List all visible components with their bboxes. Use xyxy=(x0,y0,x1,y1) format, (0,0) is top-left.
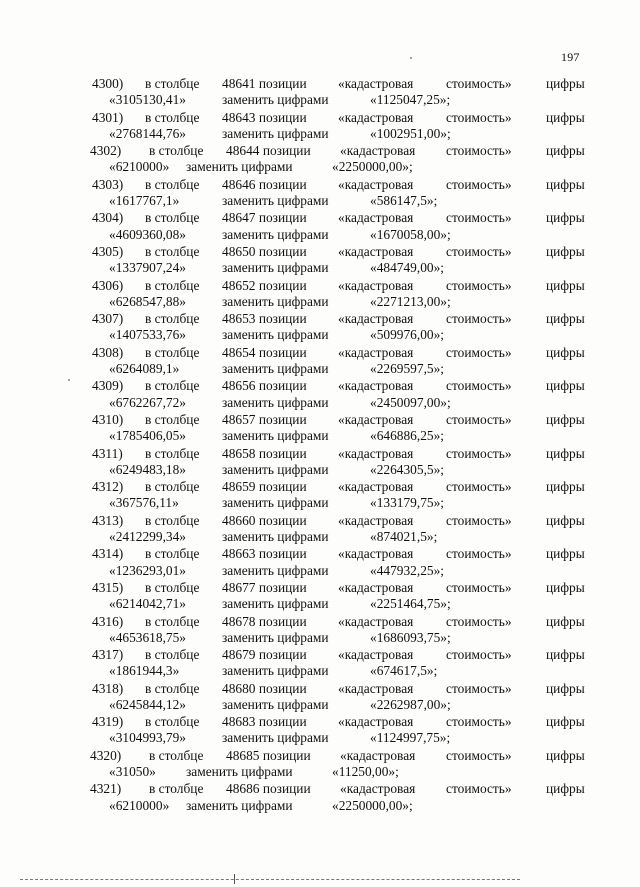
in-column-label: в столбце xyxy=(145,579,200,595)
new-value: «674617,5»; xyxy=(370,663,438,679)
position-number: 48643 позиции xyxy=(222,109,307,125)
entry-line-1 xyxy=(0,614,640,630)
digits-label: цифры xyxy=(546,411,585,427)
entry-number: 4316) xyxy=(92,613,124,629)
digits-label: цифры xyxy=(546,311,585,327)
replace-label: заменить цифрами xyxy=(186,764,293,780)
new-value: «2250000,00»; xyxy=(332,797,413,813)
replace-label: заменить цифрами xyxy=(222,495,329,511)
entry-number: 4310) xyxy=(92,411,124,427)
digits-label: цифры xyxy=(546,445,585,461)
amendment-list xyxy=(0,76,640,815)
digits-label: цифры xyxy=(546,479,585,495)
entry-line-1 xyxy=(0,446,640,462)
entry-number: 4301) xyxy=(92,109,124,125)
in-column-label: в столбце xyxy=(145,546,200,562)
in-column-label: в столбце xyxy=(149,143,204,159)
entry-line-1 xyxy=(0,681,640,697)
entry-line-2 xyxy=(0,798,640,814)
cadastral-label: «кадастровая xyxy=(338,714,414,730)
replace-label: заменить цифрами xyxy=(222,327,329,343)
cadastral-label: «кадастровая xyxy=(338,512,414,528)
digits-label: цифры xyxy=(546,210,585,226)
digits-label: цифры xyxy=(546,647,585,663)
replace-label: заменить цифрами xyxy=(222,562,329,578)
entry-line-1 xyxy=(0,76,640,92)
new-value: «484749,00»; xyxy=(370,260,445,276)
old-value: «3104993,79» xyxy=(109,730,186,746)
cost-label: стоимость» xyxy=(446,76,512,91)
new-value: «2262987,00»; xyxy=(370,696,451,712)
digits-label: цифры xyxy=(546,378,585,394)
new-value: «586147,5»; xyxy=(370,192,438,208)
new-value: «1002951,00»; xyxy=(370,125,451,141)
digits-label: цифры xyxy=(546,143,585,159)
cost-label: стоимость» xyxy=(446,781,512,797)
new-value: «1670058,00»; xyxy=(370,226,451,242)
cadastral-label: «кадастровая xyxy=(338,243,414,259)
new-value: «2269597,5»; xyxy=(370,360,445,376)
replace-label: заменить цифрами xyxy=(186,159,293,175)
amendment-entry xyxy=(0,714,640,748)
entry-number: 4302) xyxy=(90,143,122,159)
replace-label: заменить цифрами xyxy=(222,696,329,712)
new-value: «2251464,75»; xyxy=(370,596,451,612)
digits-label: цифры xyxy=(546,546,585,562)
entry-line-1 xyxy=(0,244,640,260)
entry-line-2 xyxy=(0,596,640,612)
position-number: 48677 позиции xyxy=(222,579,307,595)
cadastral-label: «кадастровая xyxy=(338,613,414,629)
cost-label: стоимость» xyxy=(446,344,512,360)
amendment-entry xyxy=(0,546,640,580)
amendment-entry xyxy=(0,513,640,547)
position-number: 48663 позиции xyxy=(222,546,307,562)
entry-line-1 xyxy=(0,647,640,663)
cadastral-label: «кадастровая xyxy=(340,747,416,763)
entry-line-2 xyxy=(0,260,640,276)
cadastral-label: «кадастровая xyxy=(338,647,414,663)
new-value: «2250000,00»; xyxy=(332,159,413,175)
amendment-entry xyxy=(0,378,640,412)
old-value: «1861944,3» xyxy=(109,663,180,679)
position-number: 48656 позиции xyxy=(222,378,307,394)
entry-line-2 xyxy=(0,126,640,142)
entry-line-1 xyxy=(0,546,640,562)
replace-label: заменить цифрами xyxy=(222,360,329,376)
amendment-entry xyxy=(0,580,640,614)
cost-label: стоимость» xyxy=(446,411,512,427)
amendment-entry xyxy=(0,412,640,446)
cost-label: стоимость» xyxy=(446,311,512,327)
digits-label: цифры xyxy=(546,109,585,125)
in-column-label: в столбце xyxy=(145,714,200,730)
entry-line-1 xyxy=(0,177,640,193)
replace-label: заменить цифрами xyxy=(222,192,329,208)
digits-label: цифры xyxy=(546,176,585,192)
position-number: 48686 позиции xyxy=(226,781,311,797)
cost-label: стоимость» xyxy=(446,445,512,461)
entry-line-2 xyxy=(0,327,640,343)
cost-label: стоимость» xyxy=(446,714,512,730)
cost-label: стоимость» xyxy=(446,613,512,629)
position-number: 48658 позиции xyxy=(222,445,307,461)
amendment-entry xyxy=(0,647,640,681)
position-number: 48652 позиции xyxy=(222,277,307,293)
replace-label: заменить цифрами xyxy=(222,663,329,679)
scan-speck xyxy=(410,57,412,59)
cadastral-label: «кадастровая xyxy=(338,176,414,192)
replace-label: заменить цифрами xyxy=(222,461,329,477)
replace-label: заменить цифрами xyxy=(222,428,329,444)
cadastral-label: «кадастровая xyxy=(338,311,414,327)
in-column-label: в столбце xyxy=(145,344,200,360)
position-number: 48685 позиции xyxy=(226,747,311,763)
entry-line-1 xyxy=(0,110,640,126)
new-value: «874021,5»; xyxy=(370,528,438,544)
entry-number: 4319) xyxy=(92,714,124,730)
entry-line-2 xyxy=(0,395,640,411)
entry-number: 4318) xyxy=(92,680,124,696)
entry-line-1 xyxy=(0,714,640,730)
position-number: 48659 позиции xyxy=(222,479,307,495)
page-number: 197 xyxy=(561,50,580,64)
replace-label: заменить цифрами xyxy=(222,528,329,544)
cadastral-label: «кадастровая xyxy=(338,579,414,595)
entry-number: 4315) xyxy=(92,579,124,595)
entry-line-2 xyxy=(0,193,640,209)
entry-line-2 xyxy=(0,294,640,310)
cost-label: стоимость» xyxy=(446,277,512,293)
old-value: «1407533,76» xyxy=(109,327,186,343)
old-value: «4653618,75» xyxy=(109,629,186,645)
position-number: 48647 позиции xyxy=(222,210,307,226)
digits-label: цифры xyxy=(546,579,585,595)
in-column-label: в столбце xyxy=(145,109,200,125)
entry-line-1 xyxy=(0,781,640,797)
cadastral-label: «кадастровая xyxy=(338,680,414,696)
old-value: «4609360,08» xyxy=(109,226,186,242)
cost-label: стоимость» xyxy=(446,512,512,528)
in-column-label: в столбце xyxy=(149,781,204,797)
amendment-entry xyxy=(0,311,640,345)
old-value: «31050» xyxy=(109,764,156,780)
cost-label: стоимость» xyxy=(446,143,512,159)
entry-number: 4304) xyxy=(92,210,124,226)
old-value: «6268547,88» xyxy=(109,293,186,309)
replace-label: заменить цифрами xyxy=(222,730,329,746)
amendment-entry xyxy=(0,177,640,211)
position-number: 48678 позиции xyxy=(222,613,307,629)
entry-number: 4307) xyxy=(92,311,124,327)
old-value: «2768144,76» xyxy=(109,125,186,141)
digits-label: цифры xyxy=(546,747,585,763)
old-value: «2412299,34» xyxy=(109,528,186,544)
entry-line-2 xyxy=(0,563,640,579)
position-number: 48657 позиции xyxy=(222,411,307,427)
old-value: «1785406,05» xyxy=(109,428,186,444)
replace-label: заменить цифрами xyxy=(222,125,329,141)
entry-line-1 xyxy=(0,210,640,226)
old-value: «6210000» xyxy=(109,797,170,813)
amendment-entry xyxy=(0,681,640,715)
new-value: «1124997,75»; xyxy=(370,730,451,746)
entry-line-1 xyxy=(0,345,640,361)
old-value: «6245844,12» xyxy=(109,696,186,712)
amendment-entry xyxy=(0,210,640,244)
entry-line-1 xyxy=(0,378,640,394)
cost-label: стоимость» xyxy=(446,210,512,226)
entry-number: 4314) xyxy=(92,546,124,562)
position-number: 48660 позиции xyxy=(222,512,307,528)
entry-number: 4313) xyxy=(92,512,124,528)
entry-number: 4312) xyxy=(92,479,124,495)
entry-number: 4306) xyxy=(92,277,124,293)
cost-label: стоимость» xyxy=(446,579,512,595)
replace-label: заменить цифрами xyxy=(222,260,329,276)
entry-number: 4311) xyxy=(92,445,123,461)
entry-line-1 xyxy=(0,748,640,764)
entry-line-2 xyxy=(0,361,640,377)
old-value: «367576,11» xyxy=(109,495,179,511)
scan-speck xyxy=(68,379,70,381)
entry-line-1 xyxy=(0,513,640,529)
entry-line-2 xyxy=(0,529,640,545)
entry-number: 4317) xyxy=(92,647,124,663)
old-value: «6762267,72» xyxy=(109,394,186,410)
entry-line-2 xyxy=(0,227,640,243)
cost-label: стоимость» xyxy=(446,546,512,562)
entry-line-2 xyxy=(0,92,640,108)
in-column-label: в столбце xyxy=(145,613,200,629)
cost-label: стоимость» xyxy=(446,479,512,495)
cadastral-label: «кадастровая xyxy=(338,479,414,495)
entry-line-2 xyxy=(0,697,640,713)
old-value: «6214042,71» xyxy=(109,596,186,612)
new-value: «2450097,00»; xyxy=(370,394,451,410)
position-number: 48650 позиции xyxy=(222,243,307,259)
new-value: «646886,25»; xyxy=(370,428,445,444)
old-value: «3105130,41» xyxy=(109,92,186,108)
replace-label: заменить цифрами xyxy=(222,394,329,410)
new-value: «133179,75»; xyxy=(370,495,445,511)
digits-label: цифры xyxy=(546,76,585,91)
new-value: «2264305,5»; xyxy=(370,461,445,477)
digits-label: цифры xyxy=(546,613,585,629)
in-column-label: в столбце xyxy=(145,512,200,528)
amendment-entry xyxy=(0,479,640,513)
entry-number: 4308) xyxy=(92,344,124,360)
entry-line-2 xyxy=(0,428,640,444)
position-number: 48641 позиции xyxy=(222,76,307,91)
entry-line-2 xyxy=(0,730,640,746)
entry-number: 4300) xyxy=(92,76,124,91)
entry-number: 4303) xyxy=(92,176,124,192)
cost-label: стоимость» xyxy=(446,647,512,663)
amendment-entry xyxy=(0,748,640,782)
cost-label: стоимость» xyxy=(446,378,512,394)
cadastral-label: «кадастровая xyxy=(340,781,416,797)
cost-label: стоимость» xyxy=(446,747,512,763)
in-column-label: в столбце xyxy=(145,277,200,293)
old-value: «1617767,1» xyxy=(109,192,180,208)
digits-label: цифры xyxy=(546,277,585,293)
cadastral-label: «кадастровая xyxy=(338,76,414,91)
cadastral-label: «кадастровая xyxy=(338,277,414,293)
digits-label: цифры xyxy=(546,680,585,696)
entry-line-1 xyxy=(0,412,640,428)
old-value: «1236293,01» xyxy=(109,562,186,578)
cadastral-label: «кадастровая xyxy=(338,411,414,427)
old-value: «6210000» xyxy=(109,159,170,175)
new-value: «509976,00»; xyxy=(370,327,445,343)
old-value: «1337907,24» xyxy=(109,260,186,276)
digits-label: цифры xyxy=(546,344,585,360)
entry-line-1 xyxy=(0,278,640,294)
amendment-entry xyxy=(0,614,640,648)
entry-number: 4309) xyxy=(92,378,124,394)
new-value: «11250,00»; xyxy=(332,764,399,780)
entry-line-2 xyxy=(0,764,640,780)
amendment-entry xyxy=(0,76,640,110)
new-value: «447932,25»; xyxy=(370,562,445,578)
cost-label: стоимость» xyxy=(446,243,512,259)
in-column-label: в столбце xyxy=(145,243,200,259)
in-column-label: в столбце xyxy=(145,479,200,495)
cadastral-label: «кадастровая xyxy=(340,143,416,159)
entry-number: 4305) xyxy=(92,243,124,259)
amendment-entry xyxy=(0,244,640,278)
cost-label: стоимость» xyxy=(446,109,512,125)
replace-label: заменить цифрами xyxy=(186,797,293,813)
replace-label: заменить цифрами xyxy=(222,226,329,242)
entry-line-2 xyxy=(0,462,640,478)
cadastral-label: «кадастровая xyxy=(338,546,414,562)
replace-label: заменить цифрами xyxy=(222,596,329,612)
cadastral-label: «кадастровая xyxy=(338,445,414,461)
bottom-tick xyxy=(234,874,235,884)
position-number: 48683 позиции xyxy=(222,714,307,730)
in-column-label: в столбце xyxy=(145,210,200,226)
amendment-entry xyxy=(0,446,640,480)
entry-line-2 xyxy=(0,159,640,175)
entry-line-2 xyxy=(0,495,640,511)
entry-line-2 xyxy=(0,663,640,679)
cadastral-label: «кадастровая xyxy=(338,344,414,360)
old-value: «6264089,1» xyxy=(109,360,180,376)
cadastral-label: «кадастровая xyxy=(338,109,414,125)
entry-line-2 xyxy=(0,630,640,646)
position-number: 48644 позиции xyxy=(226,143,311,159)
digits-label: цифры xyxy=(546,243,585,259)
cost-label: стоимость» xyxy=(446,176,512,192)
entry-number: 4321) xyxy=(90,781,122,797)
cost-label: стоимость» xyxy=(446,680,512,696)
old-value: «6249483,18» xyxy=(109,461,186,477)
position-number: 48679 позиции xyxy=(222,647,307,663)
digits-label: цифры xyxy=(546,512,585,528)
in-column-label: в столбце xyxy=(145,411,200,427)
replace-label: заменить цифрами xyxy=(222,92,329,108)
entry-line-1 xyxy=(0,580,640,596)
in-column-label: в столбце xyxy=(145,311,200,327)
entry-number: 4320) xyxy=(90,747,122,763)
entry-line-1 xyxy=(0,479,640,495)
replace-label: заменить цифрами xyxy=(222,293,329,309)
entry-line-1 xyxy=(0,143,640,159)
position-number: 48654 позиции xyxy=(222,344,307,360)
position-number: 48680 позиции xyxy=(222,680,307,696)
cadastral-label: «кадастровая xyxy=(338,210,414,226)
replace-label: заменить цифрами xyxy=(222,629,329,645)
entry-line-1 xyxy=(0,311,640,327)
amendment-entry xyxy=(0,110,640,144)
in-column-label: в столбце xyxy=(145,176,200,192)
new-value: «1125047,25»; xyxy=(370,92,451,108)
cadastral-label: «кадастровая xyxy=(338,378,414,394)
amendment-entry xyxy=(0,143,640,177)
amendment-entry xyxy=(0,781,640,815)
digits-label: цифры xyxy=(546,714,585,730)
new-value: «2271213,00»; xyxy=(370,293,451,309)
amendment-entry xyxy=(0,278,640,312)
position-number: 48653 позиции xyxy=(222,311,307,327)
in-column-label: в столбце xyxy=(145,680,200,696)
position-number: 48646 позиции xyxy=(222,176,307,192)
in-column-label: в столбце xyxy=(145,378,200,394)
in-column-label: в столбце xyxy=(145,76,200,91)
in-column-label: в столбце xyxy=(145,647,200,663)
amendment-entry xyxy=(0,345,640,379)
bottom-rule xyxy=(20,879,520,880)
in-column-label: в столбце xyxy=(145,445,200,461)
new-value: «1686093,75»; xyxy=(370,629,451,645)
digits-label: цифры xyxy=(546,781,585,797)
in-column-label: в столбце xyxy=(149,747,204,763)
